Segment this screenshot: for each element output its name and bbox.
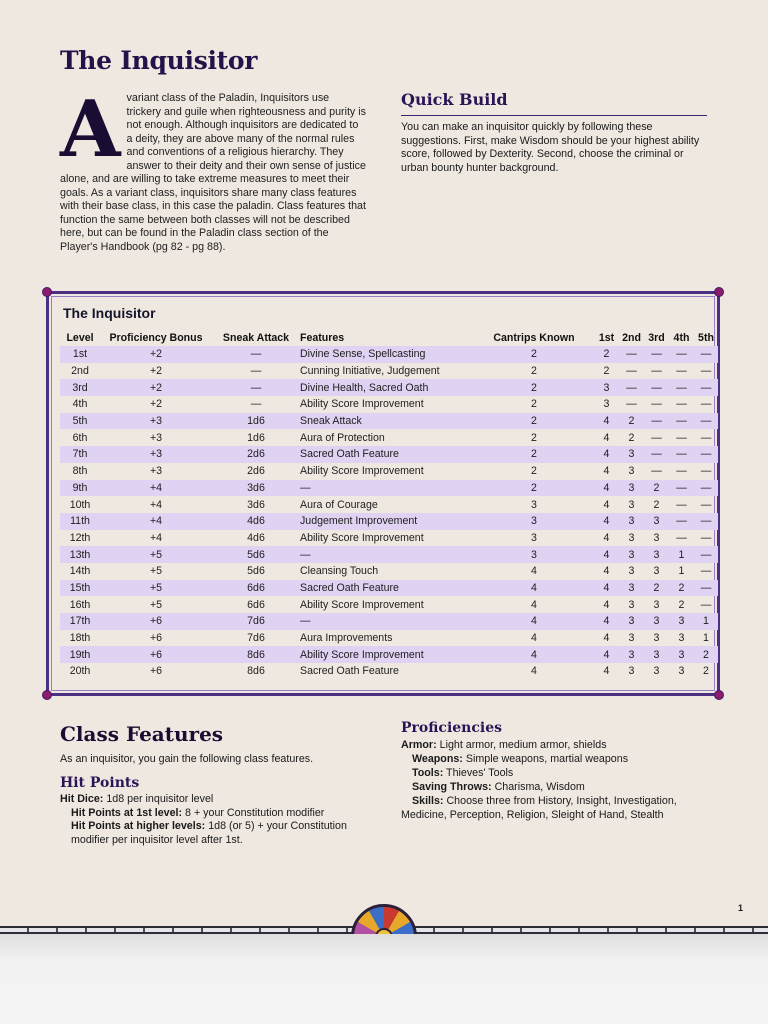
table-cell: 4 [594,413,619,430]
table-cell: — [700,365,712,378]
table-cell: — [619,379,644,396]
table-cell: 4 [603,598,610,611]
tools-label: Tools: [412,767,444,780]
table-cell: 3 [653,598,660,611]
table-cell: — [300,480,474,497]
table-cell: +3 [149,431,163,444]
table-cell: — [669,346,694,363]
table-cell: +4 [149,498,163,511]
table-cell: — [212,346,300,363]
table-cell: 2 [474,346,594,363]
column-header: 1st [598,332,615,344]
table-cell: — [694,379,718,396]
weapons-value: Simple weapons, martial weapons [465,753,629,766]
table-cell: +5 [149,565,163,578]
table-row [60,496,718,513]
table-cell: 4 [474,646,594,663]
table-cell: +4 [100,480,212,497]
table-cell: 4 [594,613,619,630]
table-cell: — [669,413,694,430]
table-cell: 3d6 [212,480,300,497]
table-cell: Aura of Courage [300,498,378,511]
weapons-line [401,752,711,766]
table-cell: 4 [603,465,610,478]
table-cell: 4 [594,546,619,563]
frame-corner-ornament [714,287,724,297]
table-row [60,563,718,580]
table-cell: 3 [619,446,644,463]
table-cell: — [669,379,694,396]
table-row [60,480,718,497]
hp-higher-levels-label: Hit Points at higher levels: [71,820,206,833]
quick-build-heading: Quick Build [401,90,508,109]
table-cell: — [300,546,474,563]
page-shadow [0,934,768,1024]
table-cell: 15th [60,580,100,597]
table-cell: 3 [669,613,694,630]
table-cell: — [644,413,669,430]
table-cell: 2 [678,598,685,611]
table-cell: 2 [531,465,537,478]
table-cell: 3 [531,531,537,544]
table-cell: — [300,613,474,630]
table-cell: 1 [703,632,709,645]
table-cell: Ability Score Improvement [300,598,424,611]
table-row [60,446,718,463]
table-cell: 8d6 [247,665,265,678]
hit-dice-label: Hit Dice: [60,793,104,805]
table-cell: +6 [149,665,163,678]
skills-line [401,794,711,822]
table-cell: 3 [669,646,694,663]
page-title: The Inquisitor [60,46,258,75]
table-row [60,596,718,613]
table-cell: 3 [653,531,660,544]
table-row [60,530,718,547]
table-cell: 2 [644,480,669,497]
table-cell: — [700,431,712,444]
table-row [60,463,718,480]
hit-dice-value: 1d8 per inquisitor level [106,793,214,805]
table-cell: — [700,565,712,578]
table-cell: 3 [594,379,619,396]
table-cell: — [644,346,669,363]
table-cell: 3 [644,513,669,530]
table-cell: 4 [594,480,619,497]
table-cell: Ability Score Improvement [300,465,424,478]
hit-points-block [60,793,370,848]
table-cell: +4 [149,531,163,544]
table-cell: 4 [594,446,619,463]
table-cell: 4 [594,513,619,530]
table-cell: 7th [60,446,100,463]
hp-first-level-label: Hit Points at 1st level: [71,806,183,819]
table-cell: 4 [603,498,610,511]
class-features-intro: As an inquisitor, you gain the following class features. [60,753,314,765]
table-cell: 2 [603,365,610,378]
table-cell: — [644,446,669,463]
table-cell: 2d6 [247,465,265,478]
skills-label: Skills: [412,795,444,808]
table-cell: 2 [653,498,660,511]
table-cell: 2 [594,346,619,363]
table-cell: Cleansing Touch [300,565,379,578]
hp-higher-levels-line [60,820,370,847]
table-cell: 4d6 [212,513,300,530]
table-cell: +5 [100,546,212,563]
table-cell: 3 [619,480,644,497]
table-cell: 6th [72,431,88,444]
table-cell: — [250,365,262,378]
table-cell: — [700,598,712,611]
proficiencies-block [401,738,711,823]
table-row [60,379,718,396]
table-cell: 4d6 [247,531,265,544]
table-cell: 16th [69,598,91,611]
table-cell: — [676,365,687,378]
table-cell: — [250,398,262,411]
table-cell: 4 [594,580,619,597]
table-cell: 2 [703,665,709,678]
table-cell: Sacred Oath Feature [300,446,474,463]
table-row [60,346,718,363]
column-header: 5th [698,332,714,344]
table-cell: 4 [531,598,537,611]
table-cell: Cunning Initiative, Judgement [300,365,440,378]
tools-value: Thieves' Tools [446,767,514,780]
table-row [60,363,718,380]
armor-value: Light armor, medium armor, shields [439,739,607,751]
frame-corner-ornament [42,690,52,700]
weapons-label: Weapons: [412,753,463,766]
table-cell: Aura Improvements [300,632,393,645]
table-cell: — [676,498,687,511]
table-cell: 3 [474,546,594,563]
table-cell: 2 [619,413,644,430]
table-cell: 3 [628,665,635,678]
table-row [60,546,718,563]
table-cell: 5th [60,413,100,430]
table-row [60,646,718,663]
table-cell: 3 [644,646,669,663]
table-cell: 4 [603,431,610,444]
table-header-row [60,330,718,346]
table-cell: 4 [474,613,594,630]
table-cell: 3 [531,498,537,511]
table-cell: 2 [644,580,669,597]
table-cell: Aura of Protection [300,431,385,444]
table-cell: +3 [149,465,163,478]
table-cell: 4 [531,565,537,578]
armor-line [401,738,711,752]
table-cell: 3 [628,565,635,578]
table-cell: — [644,379,669,396]
table-cell: Ability Score Improvement [300,646,474,663]
table-cell: 4 [603,531,610,544]
table-cell: Ability Score Improvement [300,531,424,544]
table-cell: 9th [60,480,100,497]
table-cell: 19th [60,646,100,663]
table-cell: 3 [628,632,635,645]
hit-dice-line [60,793,370,807]
table-cell: — [694,546,718,563]
table-row [60,613,718,630]
hp-first-level-line [60,807,370,821]
table-cell: 1d6 [247,431,265,444]
table-cell: — [700,465,712,478]
table-cell: 12th [69,531,91,544]
table-cell: — [626,398,637,411]
table-cell: — [212,379,300,396]
column-header: 3rd [648,332,665,344]
table-cell: — [651,431,662,444]
table-cell: +3 [100,446,212,463]
table-cell: 2 [474,379,594,396]
table-cell: Judgement Improvement [300,513,474,530]
table-cell: 2 [628,431,635,444]
table-row [60,429,718,446]
column-header: Level [66,332,94,344]
table-cell: +6 [149,632,163,645]
table-cell: 18th [69,632,91,645]
drop-cap: A [60,84,121,175]
table-cell: 1 [678,565,685,578]
table-cell: 3 [619,646,644,663]
table-cell: 3d6 [247,498,265,511]
table-cell: Ability Score Improvement [300,398,424,411]
table-cell: — [676,431,687,444]
table-cell: 2 [474,480,594,497]
table-cell: — [694,480,718,497]
table-cell: — [676,398,687,411]
column-header: Sneak Attack [222,332,290,344]
table-row [60,630,718,647]
table-cell: +5 [100,580,212,597]
table-cell: 7d6 [247,632,265,645]
table-cell: Divine Sense, Spellcasting [300,346,474,363]
table-cell: 7d6 [212,613,300,630]
table-cell: 4th [72,398,88,411]
saving-throws-line [401,780,711,794]
table-cell: 2 [531,431,537,444]
table-cell: 3 [603,398,610,411]
table-cell: +3 [100,413,212,430]
table-cell: 3 [678,632,685,645]
table-cell: 5d6 [212,546,300,563]
table-cell: 4 [531,665,537,678]
table-cell: 4 [603,632,610,645]
class-table [60,330,718,680]
proficiencies-heading: Proficiencies [401,720,502,736]
table-cell: 2nd [71,365,89,378]
table-cell: +2 [100,346,212,363]
table-cell: 3 [474,513,594,530]
table-cell: 2d6 [212,446,300,463]
table-cell: 3 [619,580,644,597]
table-cell: 1 [669,546,694,563]
table-cell: 4 [594,646,619,663]
table-cell: 6d6 [212,580,300,597]
quick-build-text: You can make an inquisitor quickly by following these suggestions. First, make Wisdom should be your highest ability score, followed by Dexterity. Second, choose the criminal or urban bounty hunter background. [401,121,700,174]
table-cell: 3 [653,565,660,578]
page-number: 1 [738,903,744,913]
table-cell: 2 [474,413,594,430]
table-cell: — [651,365,662,378]
table-cell: 3 [644,613,669,630]
table-cell: 10th [69,498,91,511]
table-cell: — [651,398,662,411]
column-header: 4th [673,332,690,344]
table-cell: +2 [100,379,212,396]
table-cell: 20th [69,665,91,678]
column-header: Cantrips Known [493,332,575,344]
armor-label: Armor: [401,739,437,751]
table-cell: 2 [694,646,718,663]
table-cell: — [676,531,687,544]
table-cell: 2 [531,365,537,378]
table-cell: 4 [603,565,610,578]
table-body [60,346,718,680]
table-row [60,513,718,530]
table-row [60,413,718,430]
hit-points-heading: Hit Points [60,775,140,791]
heading-divider [401,115,707,116]
table-cell: 3 [653,665,660,678]
table-cell: — [651,465,662,478]
column-header: 2nd [622,332,641,344]
intro-text: variant class of the Paladin, Inquisitors use trickery and guile when righteousness and purity is not enough. Although inquisitors are dedicated to a deity, they are above many of the normal rules and conventions of a religious hierarchy. They answer to their deity and their own sense of justice alone, and are willing to take extreme measures to meet their goals. As a variant class, inquisitors share many class features with their base class, in this case the paladin. Class features that function the same between both classes will not be described here, but can be found in the Paladin class section of the Player's Handbook (pg 82 - pg 88). [60,92,366,253]
table-cell: 3 [619,513,644,530]
table-cell: 3 [628,465,635,478]
table-cell: 5d6 [247,565,265,578]
hp-higher-levels-value: 1d8 (or 5) + your Constitution modifier per inquisitor level after 1st. [71,820,347,847]
table-cell: 8th [72,465,88,478]
table-cell: 1d6 [212,413,300,430]
table-cell: — [694,580,718,597]
table-cell: +2 [149,398,163,411]
table-cell: 4 [603,665,610,678]
table-cell: 3 [619,546,644,563]
intro-paragraph [60,84,366,254]
table-cell: 4 [531,632,537,645]
tools-line [401,766,711,780]
table-cell: — [694,346,718,363]
table-cell: 6d6 [247,598,265,611]
table-cell: 3 [619,613,644,630]
table-cell: — [700,498,712,511]
saving-throws-label: Saving Throws: [412,781,492,794]
table-cell: 11th [60,513,100,530]
table-cell: — [700,398,712,411]
table-cell: 3 [628,498,635,511]
table-cell: Sacred Oath Feature [300,580,474,597]
class-features-heading: Class Features [60,722,224,746]
table-cell: — [669,513,694,530]
table-cell: 3 [653,632,660,645]
table-cell: Sacred Oath Feature [300,665,399,678]
table-cell: — [694,446,718,463]
frame-corner-ornament [42,287,52,297]
table-cell: +5 [149,598,163,611]
table-cell: +6 [100,613,212,630]
table-cell: 2 [531,398,537,411]
table-cell: 2 [474,446,594,463]
table-cell: — [669,446,694,463]
hp-first-level-value: 8 + your Constitution modifier [185,806,325,819]
table-cell: 3 [644,546,669,563]
table-cell: 3 [678,665,685,678]
table-cell: 1 [694,613,718,630]
saving-throws-value: Charisma, Wisdom [494,781,585,794]
table-row [60,396,718,413]
table-row [60,580,718,597]
table-cell: +6 [100,646,212,663]
column-header: Features [300,332,345,344]
skills-value: Choose three from History, Insight, Investigation, Medicine, Perception, Religion, Sleight of Hand, Stealth [401,795,677,822]
table-cell: 1st [60,346,100,363]
table-cell: 3rd [60,379,100,396]
table-cell: 13th [60,546,100,563]
table-cell: Sneak Attack [300,413,474,430]
table-cell: Divine Health, Sacred Oath [300,379,474,396]
frame-corner-ornament [714,690,724,700]
table-cell: +4 [100,513,212,530]
table-cell: — [626,365,637,378]
table-cell: — [694,413,718,430]
table-row [60,663,718,680]
table-cell: 17th [60,613,100,630]
class-table-title: The Inquisitor [63,305,156,321]
table-cell: 14th [69,565,91,578]
table-cell: +2 [149,365,163,378]
table-cell: 2 [669,580,694,597]
table-cell: — [694,513,718,530]
table-cell: — [700,531,712,544]
table-cell: — [619,346,644,363]
table-cell: 3 [628,531,635,544]
column-header: Proficiency Bonus [109,332,203,344]
table-cell: — [669,480,694,497]
table-cell: 3 [628,598,635,611]
table-cell: 8d6 [212,646,300,663]
table-cell: 4 [474,580,594,597]
table-cell: — [676,465,687,478]
